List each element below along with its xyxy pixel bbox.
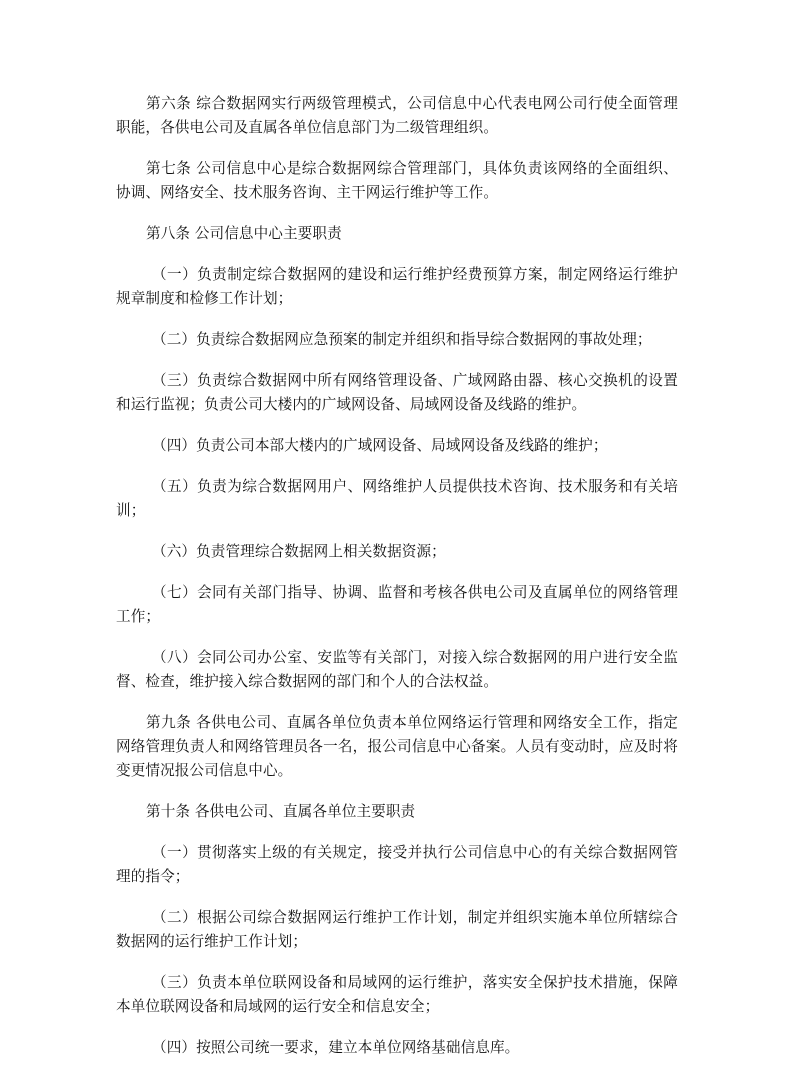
article-8-item-1: （一）负责制定综合数据网的建设和运行维护经费预算方案，制定网络运行维护规章制度和检修工作计划； (116, 266, 678, 307)
article-8-item-7: （七）会同有关部门指导、协调、监督和考核各供电公司及直属单位的网络管理工作； (116, 584, 678, 625)
article-7: 第七条 公司信息中心是综合数据网综合管理部门，具体负责该网络的全面组织、协调、网络安全、技术服务咨询、主干网运行维护等工作。 (116, 160, 678, 201)
article-8-item-6: （六）负责管理综合数据网上相关数据资源； (152, 543, 446, 560)
article-6: 第六条 综合数据网实行两级管理模式，公司信息中心代表电网公司行使全面管理职能，各供电公司及直属各单位信息部门为二级管理组织。 (116, 95, 678, 136)
article-10-item-3: （三）负责本单位联网设备和局域网的运行维护，落实安全保护技术措施，保障本单位联网设备和局域网的运行安全和信息安全； (116, 974, 678, 1015)
article-8-item-3: （三）负责综合数据网中所有网络管理设备、广域网路由器、核心交换机的设置和运行监视；负责公司大楼内的广域网设备、局域网设备及线路的维护。 (116, 372, 678, 413)
article-8-item-2: （二）负责综合数据网应急预案的制定并组织和指导综合数据网的事故处理； (152, 331, 652, 348)
article-10-heading: 第十条 各供电公司、直属各单位主要职责 (146, 803, 416, 820)
article-8-item-8: （八）会同公司办公室、安监等有关部门，对接入综合数据网的用户进行安全监督、检查，维护接入综合数据网的部门和个人的合法权益。 (116, 649, 678, 690)
article-8-item-4: （四）负责公司本部大楼内的广域网设备、局域网设备及线路的维护； (152, 437, 608, 454)
article-8-heading: 第八条 公司信息中心主要职责 (146, 225, 342, 242)
article-10-item-4: （四）按照公司统一要求，建立本单位网络基础信息库。 (152, 1039, 520, 1056)
article-9: 第九条 各供电公司、直属各单位负责本单位网络运行管理和网络安全工作，指定网络管理负责人和网络管理员各一名，报公司信息中心备案。人员有变动时，应及时将变更情况报公司信息中心。 (116, 714, 678, 779)
article-10-item-2: （二）根据公司综合数据网运行维护工作计划，制定并组织实施本单位所辖综合数据网的运行维护工作计划； (116, 909, 678, 950)
article-10-item-1: （一）贯彻落实上级的有关规定，接受并执行公司信息中心的有关综合数据网管理的指令； (116, 844, 678, 885)
article-8-item-5: （五）负责为综合数据网用户、网络维护人员提供技术咨询、技术服务和有关培训； (116, 478, 678, 519)
document-body (116, 92, 678, 1077)
